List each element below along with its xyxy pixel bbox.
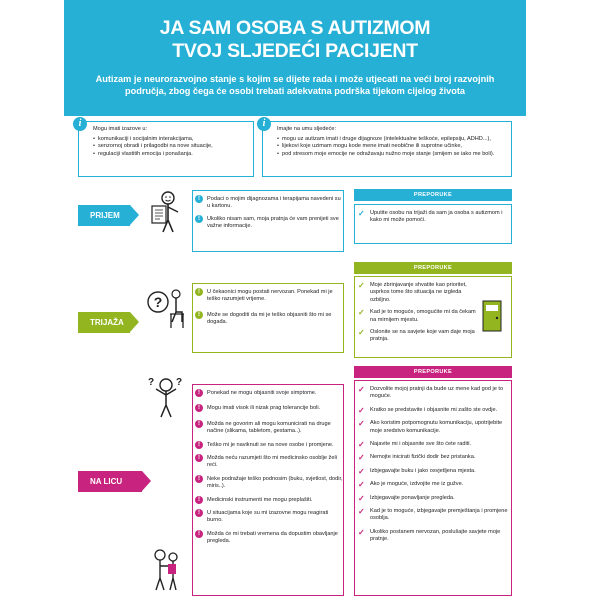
section-tag-trijaza: TRIJAŽA [78, 312, 130, 333]
list-item: ✓ Kratko se predstavite i objasnite mi zašto ste ovdje. [358, 405, 498, 415]
title-line-1: JA SAM OSOBA S AUTIZMOM [159, 17, 431, 39]
list-item: ✓ Uputite osobu na trijaži da sam ja osoba s autizmom i kako mi može pomoći. [358, 209, 503, 224]
recommendations-heading-trijaza: PREPORUKE [354, 262, 512, 274]
check-icon: ✓ [358, 308, 365, 318]
alert-icon: ! [195, 441, 203, 449]
list-item: ! Mogu imati visok ili nizak prag tolerancije boli. [193, 405, 343, 412]
alert-icon: ! [195, 530, 203, 538]
points-box-trijaza [192, 283, 344, 353]
alert-icon: ! [195, 215, 203, 223]
check-icon: ✓ [358, 209, 365, 218]
list-item: ! Podaci o mojim dijagnozama i terapijama navedeni su u kartonu. [193, 196, 343, 211]
recommendations-box-na-licu-mjesta [354, 380, 512, 596]
points-box-na-licu-mjesta [192, 384, 344, 596]
svg-text:?: ? [153, 294, 163, 310]
section-tag-na-licu-mjesta: NA LICU MJESTA [78, 471, 142, 492]
list-item: • senzornoj obradi i prilagodbi na nove situacije, [93, 143, 253, 151]
check-icon: ✓ [358, 405, 365, 415]
check-icon: ✓ [358, 507, 365, 517]
list-item: ! U situacijama koje su mi izazovne mogu reagirati burno. [193, 510, 343, 525]
points-box-prijem [192, 190, 344, 252]
check-icon: ✓ [358, 440, 365, 450]
info-icon: i [257, 117, 271, 131]
info-box-heading: Mogu imati izazove u: [93, 126, 148, 132]
info-box-keep-in-mind [262, 118, 512, 177]
info-box-heading: Imajte na umu sljedeće: [277, 126, 337, 132]
list-item: ✓ Ako je moguće, izdvojite me iz gužve. [358, 480, 464, 490]
section-tag-prijem: PRIJEM [78, 205, 130, 226]
list-item: ✓ Nemojte inicirati fizički dodir bez pristanka. [358, 453, 476, 463]
confused-person-icon [146, 375, 186, 419]
title-line-2: TVOJ SLJEDEĆI PACIJENT [172, 40, 418, 62]
check-icon: ✓ [358, 385, 365, 394]
check-icon: ✓ [358, 527, 365, 537]
list-item: ! Medicinski instrumenti me mogu preplašiti. [193, 497, 343, 504]
list-item: ✓ Moje zbrinjavanje shvatite kao prioritet, usprkos tome što situacija ne izgleda ozbiljno. [358, 281, 467, 303]
check-icon: ✓ [358, 466, 365, 476]
person-with-document-icon [146, 190, 186, 234]
list-item: ! Možda će mi trebati vremena da dopustim obavljanje pregleda. [193, 531, 343, 546]
list-item: ✓ Kad je to moguće, izbjegavajte premještanja i promjene osoblja. [358, 507, 508, 522]
info-icon: i [73, 117, 87, 131]
list-item: ✓ Kad je to moguće, omogućite mi da čekam na mirnijem mjestu. [358, 308, 476, 323]
alert-icon: ! [195, 496, 203, 504]
recommendations-heading-na-licu-mjesta: PREPORUKE [354, 366, 512, 378]
alert-icon: ! [195, 389, 203, 397]
list-item: • komunikaciji i socijalnim interakcijama, [93, 136, 253, 144]
door-icon [479, 299, 507, 333]
list-item: ! Može se dogoditi da mi je teško objasniti što mi se događa. [193, 312, 343, 327]
alert-icon: ! [195, 195, 203, 203]
list-item: • pod stresom moje emocije ne odražavaju nužno moje stanje (smijem se iako me boli). [277, 151, 511, 159]
list-item: ✓ Oslonite se na savjete koje vam daje moja pratnja. [358, 328, 475, 343]
list-item: ✓ Izbjegavajte buku i jako osvjetljena mjesta. [358, 466, 476, 476]
list-item: • regulaciji vlastitih emocija i ponašanja. [93, 151, 253, 159]
check-icon: ✓ [358, 453, 365, 463]
info-box-challenges [78, 118, 254, 177]
list-item: ✓ Ako koristim potpomognutu komunikaciju, upotrijebite moje sredstvo komunikacije. [358, 419, 503, 434]
alert-icon: ! [195, 509, 203, 517]
recommendations-box-trijaza [354, 276, 512, 358]
check-icon: ✓ [358, 493, 365, 503]
list-item: ✓ Ukoliko postanem nervozan, poslušajte savjete moje pratnje. [358, 527, 501, 543]
recommendations-heading-prijem: PREPORUKE [354, 189, 512, 201]
svg-text:?: ? [148, 377, 155, 388]
page-title [64, 0, 526, 63]
check-icon: ✓ [358, 419, 365, 429]
list-item: ✓ Izbjegavajte ponavljanje pregleda. [358, 493, 455, 503]
check-icon: ✓ [358, 328, 365, 338]
persons-embrace-icon [146, 548, 186, 592]
list-item: ! Ponekad ne mogu objasniti svoje simptome. [193, 390, 343, 397]
info-list [263, 134, 511, 159]
person-waiting-clock-icon [146, 288, 186, 332]
alert-icon: ! [195, 475, 203, 483]
alert-icon: ! [195, 311, 203, 319]
list-item: ✓ Dozvolite mojoj pratnji da bude uz mene kad god je to moguće. [358, 385, 504, 400]
poster [64, 0, 526, 600]
recommendations-box-prijem [354, 204, 512, 244]
list-item: ! Možda neću razumjeti što mi medicinsko osoblje želi reći. [193, 455, 343, 470]
info-list [79, 134, 253, 159]
alert-icon: ! [195, 420, 203, 428]
check-icon: ✓ [358, 281, 365, 290]
check-icon: ✓ [358, 480, 365, 490]
list-item: ! Neke podražaje teško podnosim (buku, svjetlost, dodir, miris..). [193, 476, 343, 491]
header-banner [64, 0, 526, 116]
list-item: ! Teško mi je naviknuti se na nove osobe i promjene. [193, 442, 343, 449]
list-item: ! Ukoliko nisam sam, moja pratnja će vam prenijeti sve važne informacije. [193, 216, 343, 231]
list-item: • mogu uz autizam imati i druge dijagnoze (intelektualne teškoće, epilepsiju, ADHD...), [277, 136, 511, 144]
list-item: ! Možda ne govorim ali mogu komunicirati na druge načine (slikama, tabletom, gestama..). [193, 421, 343, 436]
alert-icon: ! [195, 454, 203, 462]
list-item: ! U čekaonici mogu postati nervozan. Ponekad mi je teško razumjeti vrijeme. [193, 289, 343, 304]
alert-icon: ! [195, 404, 203, 412]
list-item: ✓ Najavite mi i objasnite sve što ćete raditi. [358, 440, 472, 450]
alert-icon: ! [195, 288, 203, 296]
svg-text:?: ? [176, 377, 183, 388]
page-subtitle: Autizam je neurorazvojno stanje s kojim se dijete rada i može utjecati na veći broj razvojnih područja, zbog čega će osobi trebati adekvatna podrška tijekom cijelog života [95, 74, 495, 96]
list-item: • lijekovi koje uzimam mogu kode mene imati neobične ili suprotne učinke, [277, 143, 511, 151]
